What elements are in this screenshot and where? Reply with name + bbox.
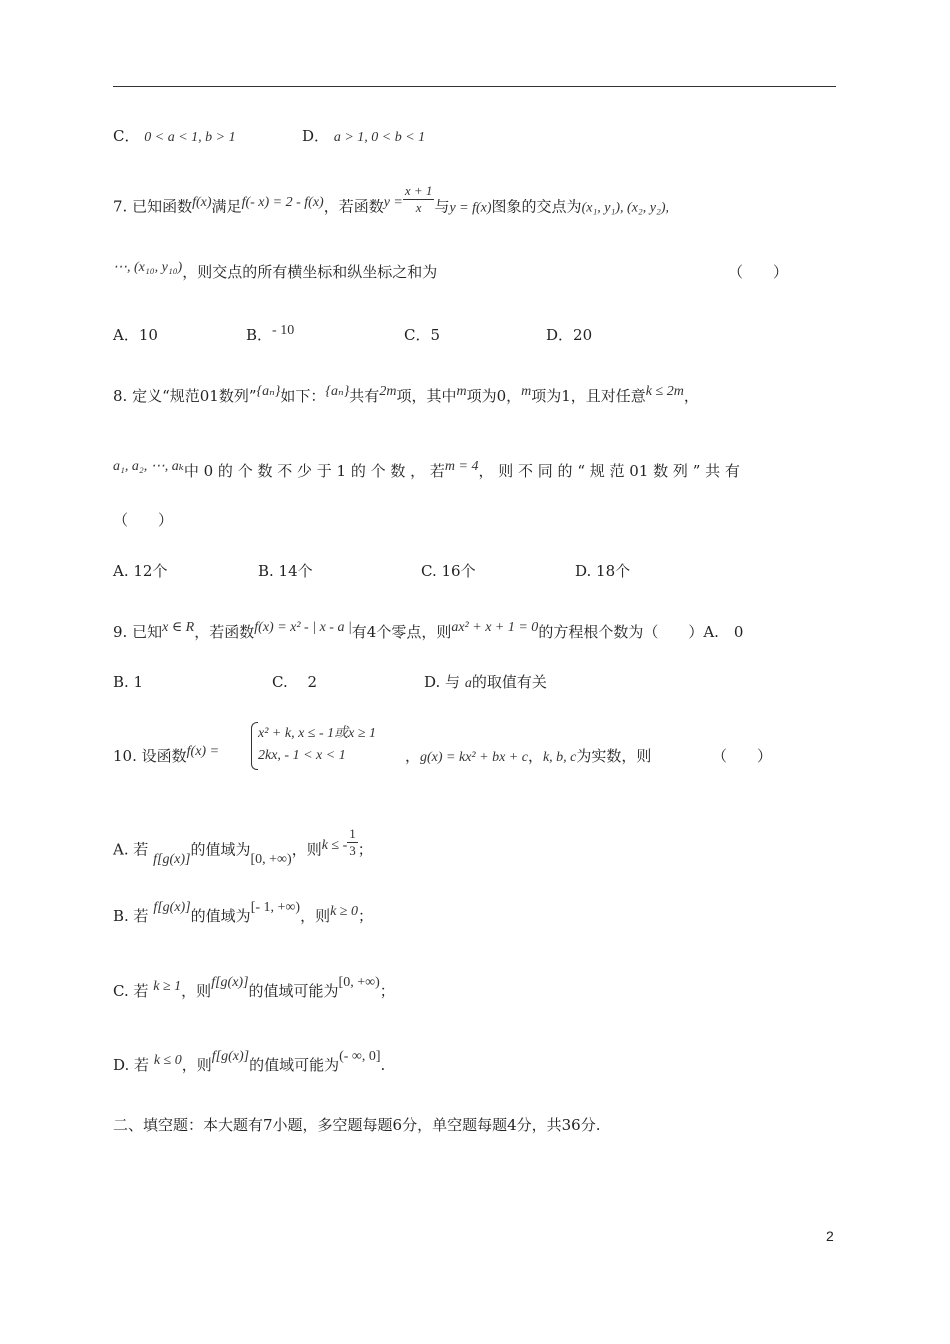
q10-math: f[g(x)] bbox=[153, 900, 191, 915]
q10-math: k, b, c bbox=[542, 750, 577, 765]
page-number: 2 bbox=[826, 1228, 834, 1244]
q7-option-c: C．5 bbox=[404, 326, 441, 344]
q10-math: f[g(x)] bbox=[211, 1049, 250, 1064]
question-10-line-1 bbox=[113, 746, 219, 768]
option-d-label: D． bbox=[302, 127, 330, 145]
section-2-heading: 二、填空题：本大题有7小题，多空题每题6分，单空题每题4分，共36分. bbox=[113, 1116, 601, 1134]
option-d-math: a > 1, 0 < b < 1 bbox=[333, 130, 426, 145]
q7-text: ，则交点的所有横坐标和纵坐标之和为 bbox=[182, 263, 438, 281]
q8-answer-paren: （ ） bbox=[113, 511, 174, 529]
q8-math: m = 4 bbox=[444, 459, 479, 474]
q9-option-d bbox=[424, 672, 547, 694]
q8-math: a₁, a₂, ⋯, aₖ bbox=[113, 459, 184, 474]
q8-text: 项为0， bbox=[466, 387, 522, 405]
q7-fraction: $\frac{x + 1}{x}$ bbox=[404, 183, 433, 215]
q10-text: . bbox=[380, 1056, 386, 1074]
q10-text: 的值域可能为 bbox=[249, 1056, 340, 1074]
q10-math: k ≥ 1 bbox=[153, 979, 182, 994]
q10-math: [0, +∞) bbox=[338, 975, 380, 990]
q10-text: ， bbox=[405, 747, 421, 765]
q10-option-a bbox=[113, 826, 373, 867]
q10-math: (- ∞, 0] bbox=[339, 1049, 381, 1064]
q10-text: ，则 bbox=[181, 982, 212, 1000]
q8-text: 中 0 的 个 数 不 少 于 1 的 个 数 ， 若 bbox=[183, 462, 445, 480]
q8-text: 共有 bbox=[349, 387, 380, 405]
q10-text: ； bbox=[379, 982, 395, 1000]
q8-math: m bbox=[456, 384, 467, 399]
q10-text: 的值域为 bbox=[190, 907, 251, 925]
q10-piece-1: x² + k, x ≤ - 1或x ≥ 1 bbox=[258, 726, 377, 741]
q8-option-d: D. 18个 bbox=[575, 562, 631, 580]
q9-option-d-text: 的取值有关 bbox=[471, 673, 547, 691]
q9-text: ，若函数 bbox=[194, 623, 255, 641]
piecewise-brace bbox=[251, 722, 258, 770]
q8-text: 项，其中 bbox=[396, 387, 457, 405]
q7-text: 已知函数 bbox=[132, 197, 193, 216]
q8-math: 2m bbox=[379, 384, 397, 399]
q6-options bbox=[113, 126, 236, 148]
q7-text: 满足 bbox=[211, 197, 242, 216]
q10-math: [0, +∞) bbox=[250, 851, 292, 867]
q7-text: ，若函数 bbox=[323, 197, 384, 216]
q8-text: 如下： bbox=[280, 387, 326, 405]
question-10-line-1b bbox=[405, 746, 651, 768]
q10-math: f(x) = bbox=[186, 744, 220, 759]
option-c-label: C． bbox=[113, 127, 140, 145]
q10-option-c-label: C. 若 bbox=[113, 982, 149, 1000]
q9-option-c: C. 2 bbox=[272, 673, 318, 691]
q9-option-d-label: D. 与 bbox=[424, 673, 461, 691]
q7-options bbox=[113, 325, 158, 345]
q10-option-a-label: A. 若 bbox=[113, 840, 149, 859]
q7-math: y = bbox=[383, 194, 403, 210]
q9-math: x ∈ R bbox=[162, 620, 195, 635]
q10-text: ，则 bbox=[181, 1056, 212, 1074]
q10-piece-2: 2kx, - 1 < x < 1 bbox=[258, 748, 346, 763]
q8-option-c: C. 16个 bbox=[421, 562, 476, 580]
q9-math: ax² + x + 1 = 0 bbox=[451, 620, 539, 635]
q8-math: m bbox=[521, 384, 532, 399]
q8-option-a: A. 12个 bbox=[113, 562, 168, 580]
q10-text: 设函数 bbox=[141, 747, 187, 765]
q10-math: f[g(x)] bbox=[153, 851, 191, 867]
header-rule bbox=[113, 86, 836, 87]
option-c-math: 0 < a < 1, b > 1 bbox=[144, 130, 236, 145]
q10-text: 的值域为 bbox=[190, 840, 251, 859]
q8-option-b: B. 14个 bbox=[258, 562, 313, 580]
q10-option-b bbox=[113, 900, 373, 928]
q10-text: ，则 bbox=[300, 907, 331, 925]
q7-text: 图象的交点为 bbox=[491, 197, 582, 216]
q10-option-b-label: B. 若 bbox=[113, 907, 149, 925]
q9-text: 的方程根个数为（ ）A. 0 bbox=[538, 623, 744, 641]
q7-math: (x₁, y₁), (x₂, y₂), bbox=[581, 200, 670, 216]
question-9-line-1 bbox=[113, 622, 743, 644]
q10-text: ； bbox=[357, 907, 373, 925]
q10-answer-paren: （ ） bbox=[712, 747, 773, 765]
q7-math: f(- x) = 2 - f(x) bbox=[241, 194, 324, 210]
q7-math: y = f(x) bbox=[449, 200, 492, 216]
q7-text: 与 bbox=[434, 197, 450, 216]
q10-math: [- 1, +∞) bbox=[250, 900, 301, 915]
question-8-line-2 bbox=[113, 461, 740, 483]
q8-number: 8. bbox=[113, 387, 128, 405]
q7-math: f(x) bbox=[192, 194, 212, 210]
q10-math: k ≥ 0 bbox=[330, 904, 358, 919]
q10-math: g(x) = kx² + bx + c bbox=[420, 750, 528, 765]
q10-text: 为实数，则 bbox=[576, 747, 652, 765]
q10-text: ， bbox=[527, 747, 543, 765]
q10-math: k ≤ - bbox=[321, 837, 348, 853]
q9-option-d-math: a bbox=[464, 676, 472, 691]
q7-option-d: D．20 bbox=[546, 326, 593, 344]
q7-answer-paren: （ ） bbox=[728, 263, 789, 281]
q10-text: ； bbox=[357, 840, 373, 859]
q10-number: 10. bbox=[113, 747, 137, 765]
q7-option-a: A．10 bbox=[113, 326, 158, 344]
question-7-line-1 bbox=[113, 183, 670, 224]
q10-option-d-label: D. 若 bbox=[113, 1056, 150, 1074]
q9-math: f(x) = x² - | x - a | bbox=[254, 620, 352, 635]
question-8-line-1 bbox=[113, 386, 699, 408]
q8-text: ， 则 不 同 的 “ 规 范 01 数 列 ” 共 有 bbox=[478, 462, 740, 480]
q9-text: 有4个零点，则 bbox=[351, 623, 452, 641]
q8-math: {aₙ} bbox=[256, 384, 281, 399]
q10-option-c bbox=[113, 975, 395, 1003]
q9-text: 已知 bbox=[132, 623, 163, 641]
q8-math: k ≤ 2m bbox=[645, 384, 684, 399]
q7-option-b-label: B． bbox=[246, 326, 273, 344]
q10-math: f[g(x)] bbox=[211, 975, 249, 990]
q7-number: 7. bbox=[113, 197, 128, 216]
q9-number: 9. bbox=[113, 623, 128, 641]
q6-option-d bbox=[302, 126, 425, 148]
q10-option-a-fraction: $\frac{1}{3}$ bbox=[349, 826, 356, 858]
q8-text: 项为1，且对任意 bbox=[531, 387, 646, 405]
q9-option-b: B. 1 bbox=[113, 673, 144, 691]
q8-text: ， bbox=[683, 387, 699, 405]
q10-text: 的值域可能为 bbox=[248, 982, 339, 1000]
q10-option-d bbox=[113, 1049, 386, 1077]
q8-text: 定义“规范01数列” bbox=[132, 387, 257, 405]
question-7-line-2 bbox=[113, 262, 437, 284]
q7-math: ⋯, (x₁₀, y₁₀) bbox=[113, 260, 183, 275]
q10-text: ，则 bbox=[291, 840, 322, 859]
q8-math: {aₙ} bbox=[325, 384, 350, 399]
q7-option-b-value: - 10 bbox=[272, 323, 295, 338]
q7-option-b bbox=[246, 325, 294, 347]
q10-math: k ≤ 0 bbox=[153, 1053, 182, 1068]
